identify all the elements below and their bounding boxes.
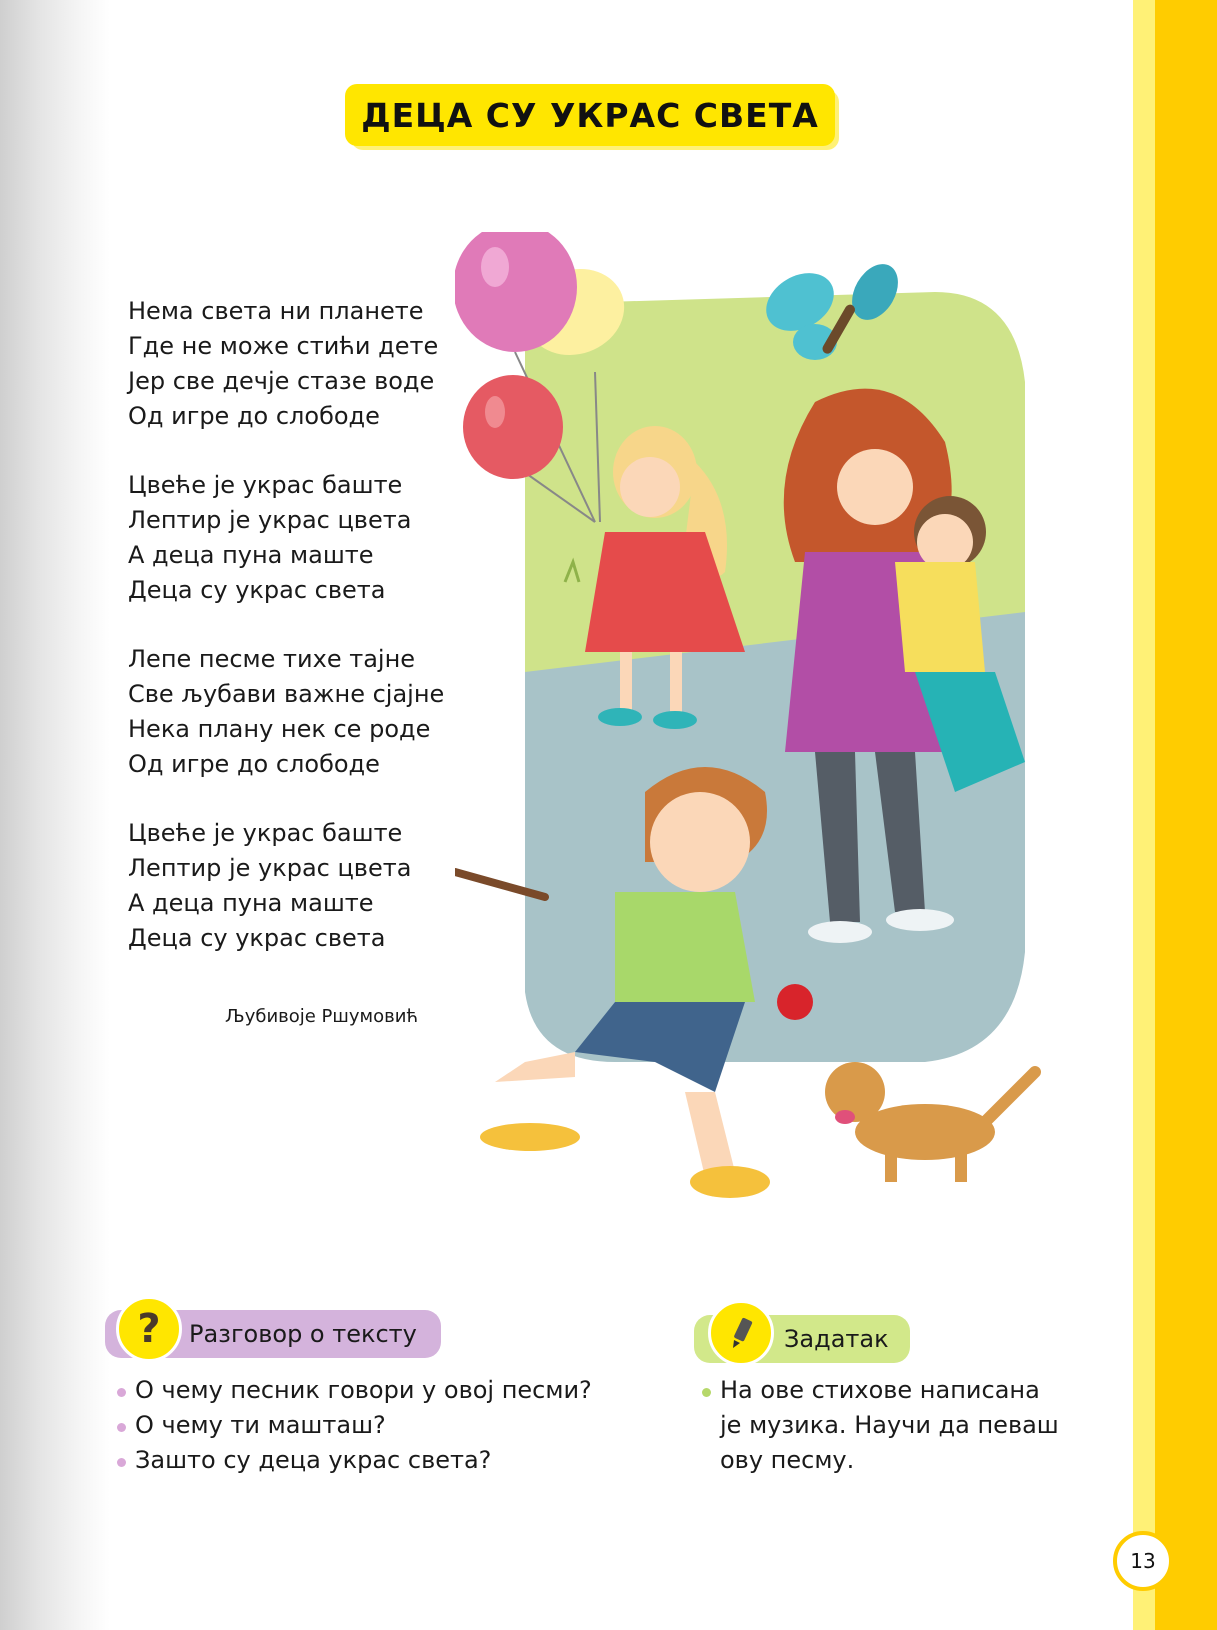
bullet-dot-icon <box>702 1388 711 1397</box>
poem-line: Лептир је украс цвета <box>128 854 412 882</box>
list-item: На ове стихове написана је музика. Научи да певаш ову песму. <box>700 1373 1100 1478</box>
children-illustration <box>455 232 1075 1272</box>
list-item: О чему ти машташ? <box>115 1408 635 1443</box>
bullet-dot-icon <box>117 1388 126 1397</box>
talk-questions <box>115 1373 635 1478</box>
poem-stanza-2 <box>128 468 468 608</box>
question-icon: ? <box>116 1296 182 1362</box>
poem-line: Нема света ни планете <box>128 297 424 325</box>
poem-line: Нека плану нек се роде <box>128 715 431 743</box>
page-number: 13 <box>1113 1531 1173 1591</box>
poem-line: Деца су украс света <box>128 576 386 604</box>
poem-line: Лепе песме тихе тајне <box>128 645 416 673</box>
book-spine-shadow <box>0 0 110 1630</box>
side-stripe-light <box>1133 0 1155 1630</box>
poem-stanza-1 <box>128 294 468 434</box>
list-item: О чему песник говори у овој песми? <box>115 1373 635 1408</box>
poem-author: Љубивоје Ршумовић <box>225 1006 419 1027</box>
bullet-dot-icon <box>117 1423 126 1432</box>
title-banner <box>345 84 835 146</box>
poem-line: Од игре до слободе <box>128 402 380 430</box>
bullet-dot-icon <box>117 1458 126 1467</box>
poem-line: А деца пуна маште <box>128 889 374 917</box>
poem-line: Цвеће је украс баште <box>128 471 403 499</box>
pencil-icon <box>708 1300 774 1366</box>
poem-line: Цвеће је украс баште <box>128 819 403 847</box>
poem-stanza-3 <box>128 642 468 782</box>
poem-line: Од игре до слободе <box>128 750 380 778</box>
page-title: ДЕЦА СУ УКРАС СВЕТА <box>345 84 835 146</box>
poem-stanza-4 <box>128 816 468 956</box>
poem-line: Деца су украс света <box>128 924 386 952</box>
poem <box>128 294 468 990</box>
task-list <box>700 1373 1100 1478</box>
poem-line: Где не може стићи дете <box>128 332 439 360</box>
poem-line: А деца пуна маште <box>128 541 374 569</box>
poem-line: Лептир је украс цвета <box>128 506 412 534</box>
poem-line: Јер све дечје стазе воде <box>128 367 435 395</box>
task-heading: Задатак <box>784 1325 889 1353</box>
dog-icon <box>825 1062 1035 1182</box>
poem-line: Све љубави важне сјајне <box>128 680 445 708</box>
list-item: Зашто су деца украс света? <box>115 1443 635 1478</box>
side-stripe <box>1155 0 1217 1630</box>
talk-heading: Разговор о тексту <box>189 1320 417 1348</box>
